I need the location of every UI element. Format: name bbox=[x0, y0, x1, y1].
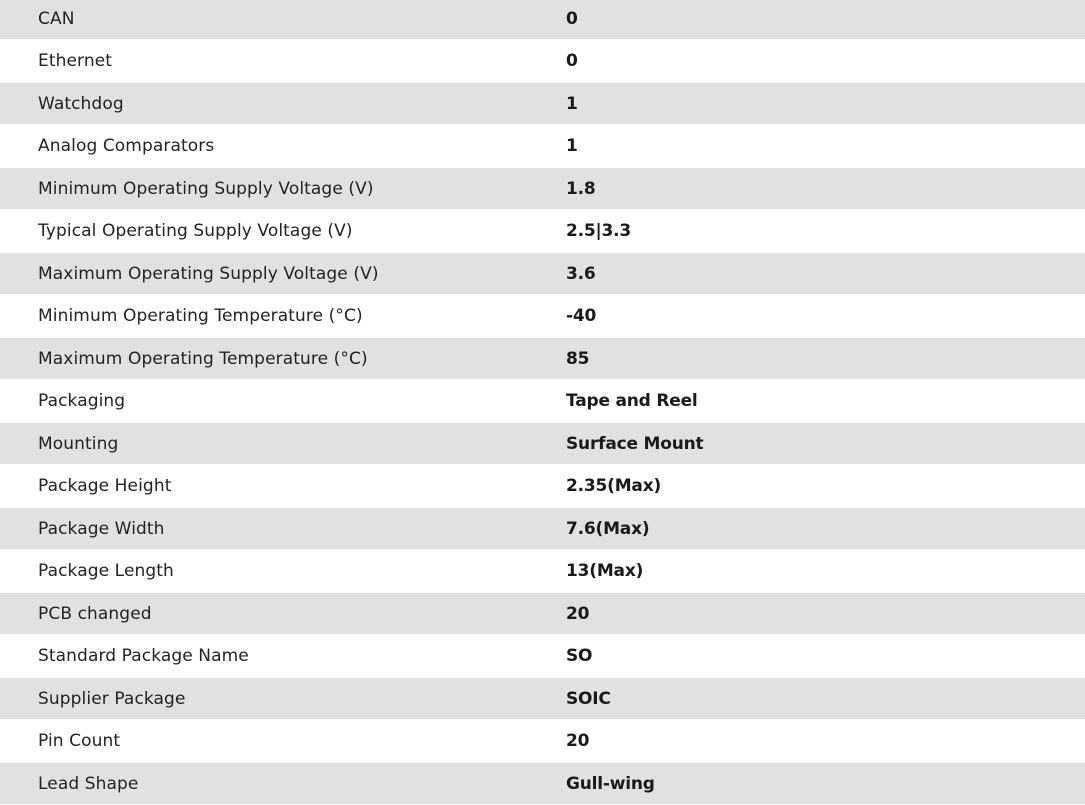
spec-label: Maximum Operating Supply Voltage (V) bbox=[0, 253, 566, 294]
table-row bbox=[0, 338, 1085, 379]
spec-value: 85 bbox=[566, 338, 1085, 379]
table-row bbox=[0, 464, 1085, 508]
spec-label: Minimum Operating Supply Voltage (V) bbox=[0, 168, 566, 209]
spec-label: Package Height bbox=[0, 464, 566, 508]
table-row bbox=[0, 634, 1085, 678]
table-row bbox=[0, 678, 1085, 719]
table-row bbox=[0, 294, 1085, 338]
spec-label: Maximum Operating Temperature (°C) bbox=[0, 338, 566, 379]
table-row bbox=[0, 83, 1085, 124]
spec-label: Typical Operating Supply Voltage (V) bbox=[0, 209, 566, 253]
table-row bbox=[0, 719, 1085, 763]
spec-value: 1 bbox=[566, 124, 1085, 168]
spec-label: Mounting bbox=[0, 423, 566, 464]
spec-value: 7.6(Max) bbox=[566, 508, 1085, 549]
spec-value: 2.35(Max) bbox=[566, 464, 1085, 508]
spec-label: CAN bbox=[0, 0, 566, 39]
table-row bbox=[0, 423, 1085, 464]
table-row bbox=[0, 0, 1085, 39]
spec-label: Supplier Package bbox=[0, 678, 566, 719]
spec-value: Tape and Reel bbox=[566, 379, 1085, 423]
spec-value: Surface Mount bbox=[566, 423, 1085, 464]
spec-label: Package Length bbox=[0, 549, 566, 593]
spec-value: 1 bbox=[566, 83, 1085, 124]
spec-value: 2.5|3.3 bbox=[566, 209, 1085, 253]
table-row bbox=[0, 39, 1085, 83]
spec-value: 0 bbox=[566, 39, 1085, 83]
table-row bbox=[0, 593, 1085, 634]
spec-label: Ethernet bbox=[0, 39, 566, 83]
spec-value: 1.8 bbox=[566, 168, 1085, 209]
table-row bbox=[0, 379, 1085, 423]
table-row bbox=[0, 124, 1085, 168]
spec-value: -40 bbox=[566, 294, 1085, 338]
spec-label: PCB changed bbox=[0, 593, 566, 634]
spec-label: Watchdog bbox=[0, 83, 566, 124]
spec-value: 20 bbox=[566, 719, 1085, 763]
spec-value: 3.6 bbox=[566, 253, 1085, 294]
spec-value: 0 bbox=[566, 0, 1085, 39]
spec-label: Pin Count bbox=[0, 719, 566, 763]
table-row bbox=[0, 209, 1085, 253]
spec-value: SOIC bbox=[566, 678, 1085, 719]
table-row bbox=[0, 549, 1085, 593]
table-row bbox=[0, 508, 1085, 549]
table-row bbox=[0, 763, 1085, 804]
spec-label: Minimum Operating Temperature (°C) bbox=[0, 294, 566, 338]
spec-label: Standard Package Name bbox=[0, 634, 566, 678]
table-row bbox=[0, 168, 1085, 209]
spec-label: Analog Comparators bbox=[0, 124, 566, 168]
spec-label: Packaging bbox=[0, 379, 566, 423]
table-row bbox=[0, 253, 1085, 294]
spec-value: Gull-wing bbox=[566, 763, 1085, 804]
spec-value: 20 bbox=[566, 593, 1085, 634]
spec-value: 13(Max) bbox=[566, 549, 1085, 593]
spec-label: Package Width bbox=[0, 508, 566, 549]
spec-value: SO bbox=[566, 634, 1085, 678]
spec-label: Lead Shape bbox=[0, 763, 566, 804]
